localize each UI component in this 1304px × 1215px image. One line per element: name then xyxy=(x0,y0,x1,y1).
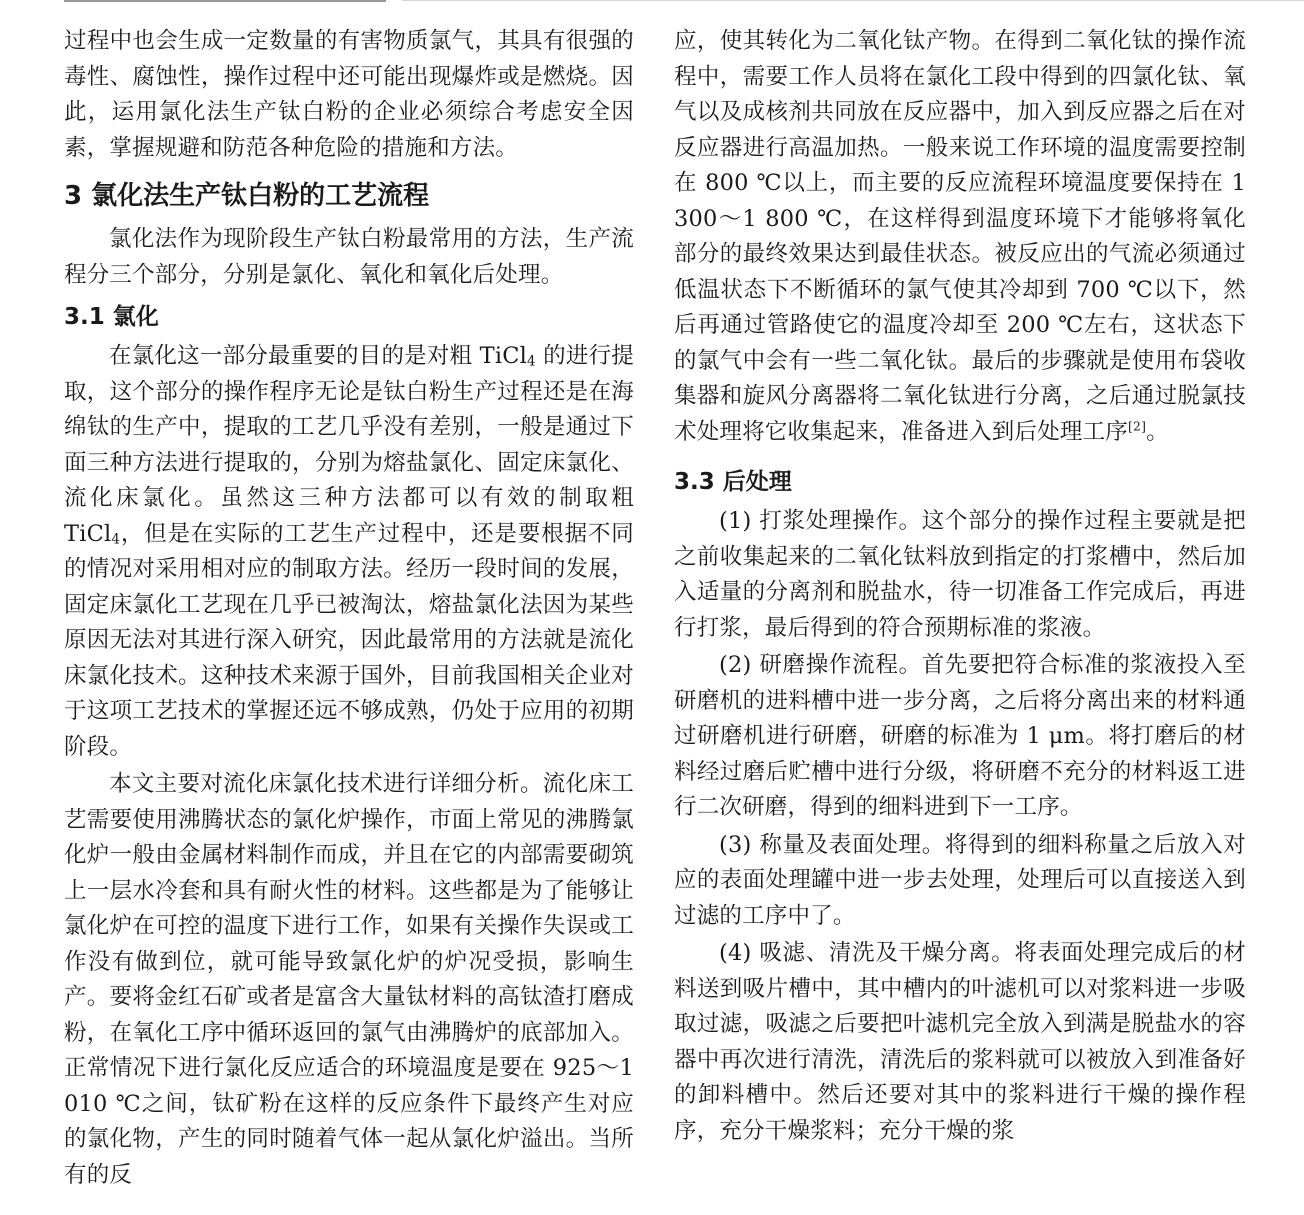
paragraph-fluidized-bed: 本文主要对流化床氯化技术进行详细分析。流化床工艺需要使用沸腾状态的氯化炉操作，市面上常见的沸腾氯化炉一般由金属材料制作而成，并且在它的内部需要砌筑上一层水冷套和具有耐火性的材料。这些都是为了能够让氯化炉在可控的温度下进行工作，如果有关操作失误或工作没有做到位，就可能导致氯化炉的炉况受损，影响生产。要将金红石矿或者是富含大量钛材料的高钛渣打磨成粉，在氧化工序中循环返回的氯气由沸腾炉的底部加入。正常情况下进行氯化反应适合的环境温度是要在 925～1 010 ℃之间，钛矿粉在这样的反应条件下最终产生对应的氯化物，产生的同时随着气体一起从氯化炉溢出。当所有的反 xyxy=(64,771,634,1188)
subsection-heading-3-3: 3.3 后处理 xyxy=(674,469,792,495)
paragraph-oxidation-continued xyxy=(674,24,1246,450)
right-column xyxy=(674,24,1246,1149)
header-rule-right xyxy=(402,0,1304,1)
text-run: ，但是在实际的工艺生产过程中，还是要根据不同的情况对采用相对应的制取方法。经历一段时间的发展，固定床氯化工艺现在几乎已被淘汰，熔盐氯化法因为某些原因无法对其进行深入研究，因此最常用的方法就是流化床氯化技术。这种技术来源于国外，目前我国相关企业对于这项工艺技术的掌握还远不够成熟，仍处于应用的初期阶段。 xyxy=(64,520,634,760)
text-run: 在氯化这一部分最重要的目的是对粗 TiCl xyxy=(109,343,528,369)
subscript: 4 xyxy=(527,353,536,370)
paragraph-continued: 过程中也会生成一定数量的有害物质氯气，其具有很强的毒性、腐蚀性，操作过程中还可能出现爆炸或是燃烧。因此，运用氯化法生产钛白粉的企业必须综合考虑安全因素，掌握规避和防范各种危险的措施和方法。 xyxy=(64,28,634,161)
section-heading-3: 3 氯化法生产钛白粉的工艺流程 xyxy=(64,181,430,211)
subscript: 4 xyxy=(111,531,121,548)
subsection-heading-3-1: 3.1 氯化 xyxy=(64,304,159,330)
paragraph-step-4: (4) 吸滤、清洗及干燥分离。将表面处理完成后的材料送到吸片槽中，其中槽内的叶滤机可以对浆料进一步吸取过滤，吸滤之后要把叶滤机完全放入到满是脱盐水的容器中再次进行清洗，清洗后的浆料就可以被放入到准备好的卸料槽中。然后还要对其中的浆料进行干燥的操作程序，充分干燥浆料；充分干燥的浆 xyxy=(674,940,1246,1144)
header-rule-left xyxy=(64,0,386,2)
paragraph-step-1: (1) 打浆处理操作。这个部分的操作过程主要就是把之前收集起来的二氧化钛料放到指定的打浆槽中，然后加入适量的分离剂和脱盐水，待一切准备工作完成后，再进行打浆，最后得到的符合预期标准的浆液。 xyxy=(674,508,1246,641)
paragraph-step-3: (3) 称量及表面处理。将得到的细料称量之后放入对应的表面处理罐中进一步去处理，处理后可以直接送入到过滤的工序中了。 xyxy=(674,831,1246,929)
paragraph-step-2: (2) 研磨操作流程。首先要把符合标准的浆液投入至研磨机的进料槽中进一步分离，之后将分离出来的材料通过研磨机进行研磨，研磨的标准为 1 μm。将打磨后的材料经过磨后贮槽中进行分级，将研磨不充分的材料返工进行二次研磨，得到的细料进到下一工序。 xyxy=(674,652,1246,820)
citation: [2] xyxy=(1128,418,1147,433)
text-run: 的进行提取，这个部分的操作程序无论是钛白粉生产过程还是在海绵钛的生产中，提取的工艺几乎没有差别，一般是通过下面三种方法进行提取的，分别为熔盐氯化、固定床氯化、流化床氯化。虽然这三种方法都可以有效的制取粗 TiCl xyxy=(64,343,634,547)
left-column xyxy=(64,24,634,1193)
text-run: 应，使其转化为二氧化钛产物。在得到二氧化钛的操作流程中，需要工作人员将在氯化工段中得到的四氯化钛、氧气以及成核剂共同放在反应器中，加入到反应器之后在对反应器进行高温加热。一般来说工作环境的温度需要控制在 800 ℃以上，而主要的反应流程环境温度要保持在 1 300～1 800 ℃，在这样得到温度环境下才能够将氧化部分的最终效果达到最佳状态。被反应出的气流必须通过低温状态下不断循环的氯气使其冷却到 700 ℃以下，然后再通过管路使它的温度冷却至 200 ℃左右，这状态下的氯气中会有一些二氧化钛。最后的步骤就是使用布袋收集器和旋风分离器将二氧化钛进行分离，之后通过脱氯技术处理将它收集起来，准备进入到后处理工序 xyxy=(674,28,1246,445)
paragraph-intro: 氯化法作为现阶段生产钛白粉最常用的方法，生产流程分三个部分，分别是氯化、氧化和氧化后处理。 xyxy=(64,226,634,288)
paragraph-chlorination xyxy=(64,339,634,765)
text-run: 。 xyxy=(1146,418,1169,445)
